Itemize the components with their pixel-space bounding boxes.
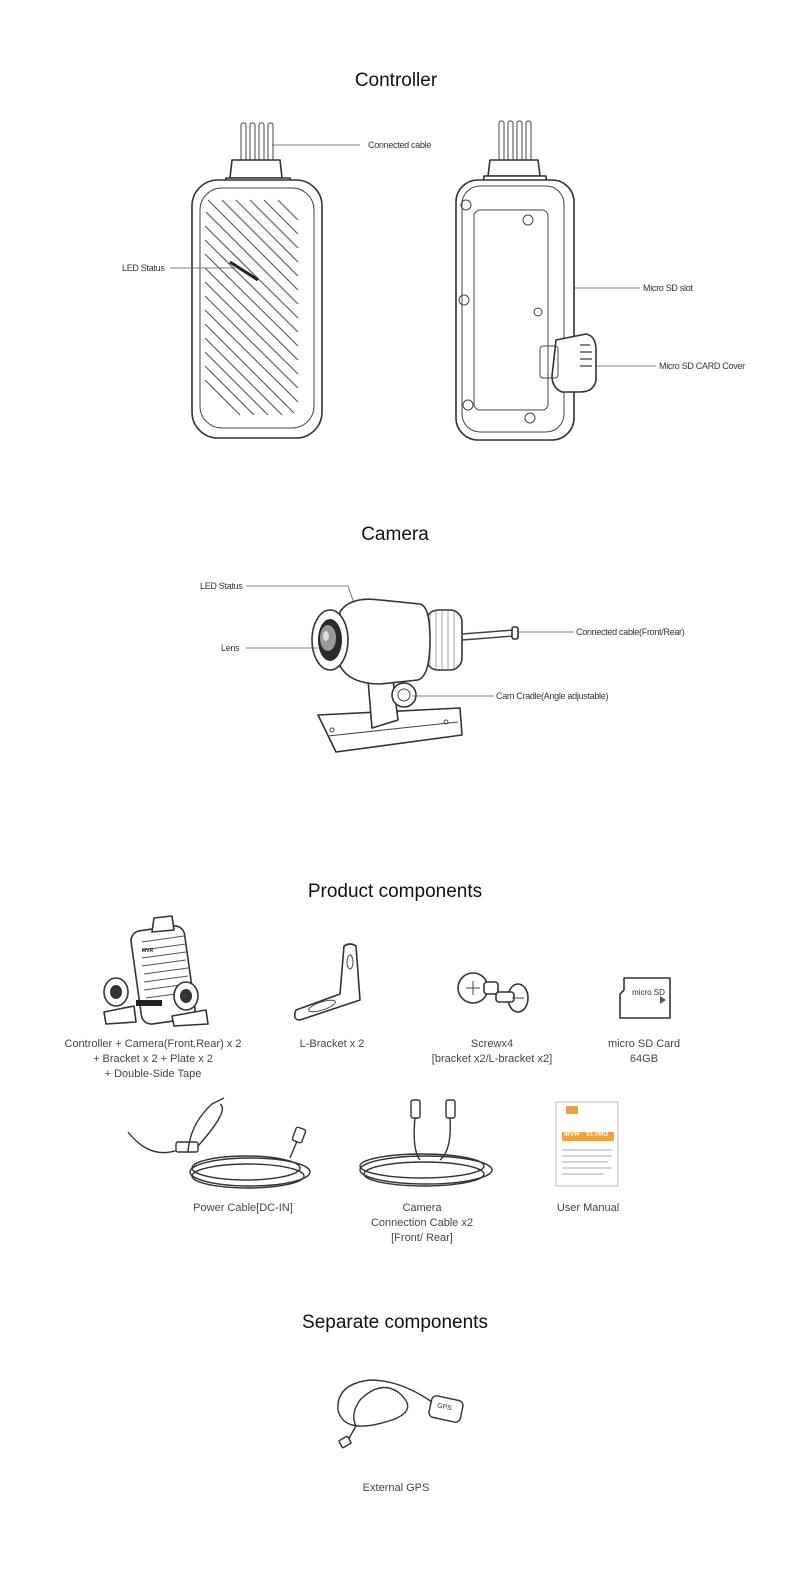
user-manual-illustration [556, 1102, 618, 1186]
camera-cable-caption-line: Connection Cable x2 [370, 1217, 474, 1229]
l-bracket-caption [282, 1037, 382, 1052]
user-manual-caption [528, 1201, 648, 1216]
camera-cable-caption-line: Camera [402, 1202, 442, 1214]
power-cable-caption [173, 1201, 313, 1216]
camera-cable-illustration [360, 1100, 492, 1186]
camera-led-status-label: LED Status [200, 581, 243, 591]
controller-front-illustration [192, 123, 322, 438]
power-cable-illustration [128, 1098, 310, 1188]
camera-cable-caption [352, 1201, 492, 1246]
manual-brand: MVR [564, 1131, 580, 1138]
screws-caption-line: Screwx4 [470, 1038, 514, 1050]
l-bracket-caption-line: L-Bracket x 2 [299, 1038, 365, 1050]
external-gps-caption [336, 1481, 456, 1496]
kit-caption-line: Controller + Camera(Front,Rear) x 2 [64, 1038, 242, 1050]
controller-connected-cable-label: Connected cable [368, 140, 432, 150]
screws-caption [412, 1037, 572, 1067]
gps-tag: GPS [436, 1402, 453, 1413]
manual-model: S1 PRO [586, 1132, 609, 1138]
kit-caption [53, 1037, 253, 1082]
camera-cable-caption-line: [Front/ Rear] [391, 1232, 453, 1244]
kit-illustration [104, 916, 208, 1026]
user-manual-caption-line: User Manual [556, 1202, 620, 1214]
micro-sd-caption [584, 1037, 704, 1067]
camera-illustration [312, 599, 518, 752]
screws-caption-line: [bracket x2/L-bracket x2] [431, 1053, 553, 1065]
micro-sd-slot-label: Micro SD slot [643, 283, 693, 293]
camera-title: Camera [361, 524, 429, 545]
cam-cradle-label: Cam Cradle(Angle adjustable) [496, 691, 609, 701]
power-cable-caption-line: Power Cable[DC-IN] [193, 1202, 293, 1214]
camera-lens-label: Lens [221, 643, 240, 653]
controller-title: Controller [354, 70, 438, 91]
separate-components-title: Separate components [302, 1312, 488, 1333]
screws-illustration [458, 973, 528, 1012]
external-gps-caption-line: External GPS [362, 1482, 430, 1494]
external-gps-illustration [338, 1380, 464, 1448]
micro-sd-cover-label: Micro SD CARD Cover [659, 361, 745, 371]
micro-sd-caption-line: 64GB [629, 1053, 659, 1065]
kit-caption-line: + Double-Side Tape [104, 1068, 202, 1080]
camera-connected-cable-label: Connected cable(Front/Rear) [576, 627, 685, 637]
micro-sd-logo: micro SD [632, 988, 665, 997]
kit-controller-mark: MVR [142, 948, 154, 954]
product-components-title: Product components [307, 881, 483, 902]
l-bracket-illustration [295, 944, 360, 1020]
kit-caption-line: + Bracket x 2 + Plate x 2 [93, 1053, 213, 1065]
controller-back-illustration [456, 121, 596, 440]
controller-led-status-label: LED Status [122, 263, 165, 273]
micro-sd-caption-line: micro SD Card [607, 1038, 681, 1050]
micro-sd-illustration [620, 978, 670, 1018]
